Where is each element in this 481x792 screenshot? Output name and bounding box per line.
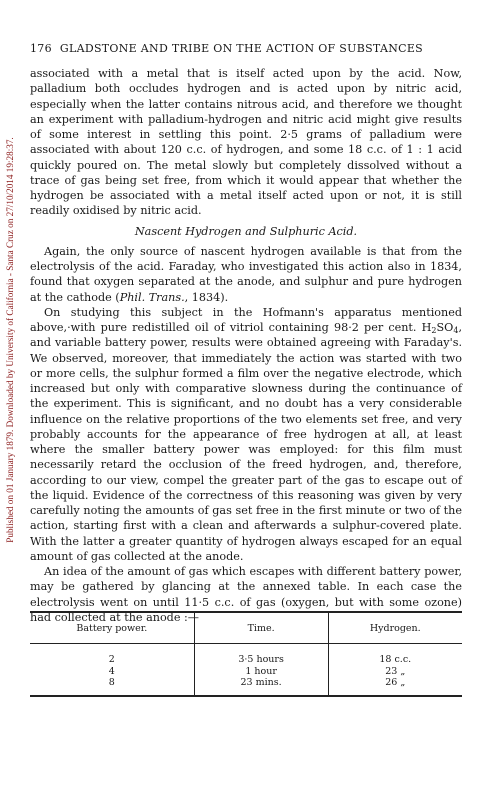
- table-cell: 4: [30, 666, 194, 678]
- table-cell: 23 „: [385, 665, 406, 677]
- table-cell: 18 c.c.: [379, 654, 412, 665]
- section-heading: Nascent Hydrogen and Sulphuric Acid.: [134, 224, 358, 238]
- paragraph: associated with a metal that is itself acted upon by the acid. Now, palladium both occludes hydrogen and is acted upon by nitric acid, especially when the latter contains nitrous acid, and therefore we thought an experiment with palladium-hydrogen and nitric acid might give results of some interest in settling this point. 2·5 grams of palladium were associated with about 120 c.c. of hydrogen, and some 18 c.c. of 1 : 1 acid quickly poured on. The metal slowly but completely dissolved without a trace of gas being set free, from which it would appear that whether the hydrogen be associated with a metal itself acted upon or not, it is still readily oxidised by nitric acid.: [30, 67, 462, 218]
- table-row: [30, 644, 462, 666]
- table-bottom-rule: [30, 696, 462, 697]
- text-run: On studying this subject in the Hofmann's apparatus mentioned above,·with pure redistilled oil of vitriol containing 98·2 per cent. H: [30, 305, 462, 334]
- subscript: 2: [431, 326, 437, 335]
- results-table: [30, 611, 462, 697]
- table-row: [30, 677, 462, 696]
- table-cell: 23 mins.: [194, 677, 328, 696]
- paragraph: [30, 244, 462, 305]
- download-watermark: [3, 40, 17, 640]
- table-cell: 8: [30, 677, 194, 696]
- table-row: [30, 666, 462, 678]
- column-header: Battery power.: [30, 612, 194, 644]
- table-cell: 1 hour: [194, 666, 328, 678]
- citation: Phil. Trans.: [119, 290, 185, 304]
- subscript: 4: [453, 326, 459, 335]
- table-cell: 3·5 hours: [194, 644, 328, 666]
- text-run: , and variable battery power, results were obtained agreeing with Faraday's. We observed, moreover, that immediately the action was started with two or more cells, the sulphur formed a film over the negative electrode, which increased but only with comparative slowness during the continuance of the experiment. This is significant, and no doubt has a very considerable influence on the relative proportions of the two elements set free, and very probably accounts for the appearance of free hydrogen at all, at least where the smaller battery power was employed: for this film must necessarily retard the occlusion of the freed hydrogen, and, therefore, according to our view, compel the greater part of the gas to escape out of the liquid. Evidence of the correctness of this reasoning was given by very carefully noting the amounts of gas set free in the first minute or two of the action, starting first with a clean and afterwards a sulphur-covered plate. With the latter a greater quantity of hydrogen always escaped for an equal amount of gas collected at the anode.: [30, 321, 462, 563]
- running-header: [30, 42, 462, 55]
- table-cell: 2: [30, 644, 194, 666]
- text-run: Again, the only source of nascent hydrogen available is that from the electrolysis of the acid. Faraday, who investigated this action also in 1834, found that oxygen separated at the anode, and sulphur and pure hydrogen at the cathode (: [30, 244, 462, 304]
- text-run: SO: [436, 321, 454, 334]
- running-title: GLADSTONE AND TRIBE ON THE ACTION OF SUBSTANCES: [59, 42, 423, 55]
- column-header: Time.: [194, 612, 328, 644]
- column-header: Hydrogen.: [328, 612, 462, 644]
- page-number: 176: [30, 42, 52, 55]
- paragraph: [30, 305, 462, 564]
- watermark-text: Published on 01 January 1879. Downloaded by University of California - Santa Cruz on 27/10/2014 19:28:37.: [5, 137, 15, 543]
- text-run: , 1834).: [184, 290, 229, 304]
- body-text: [30, 66, 462, 625]
- table-cell: 26 „: [385, 677, 406, 688]
- paragraph: An idea of the amount of gas which escapes with different battery power, may be gathered by glancing at the annexed table. In each case the electrolysis went on until 11·5 c.c. of gas (oxygen, but with some ozone) had collected at the anode :—: [30, 565, 462, 624]
